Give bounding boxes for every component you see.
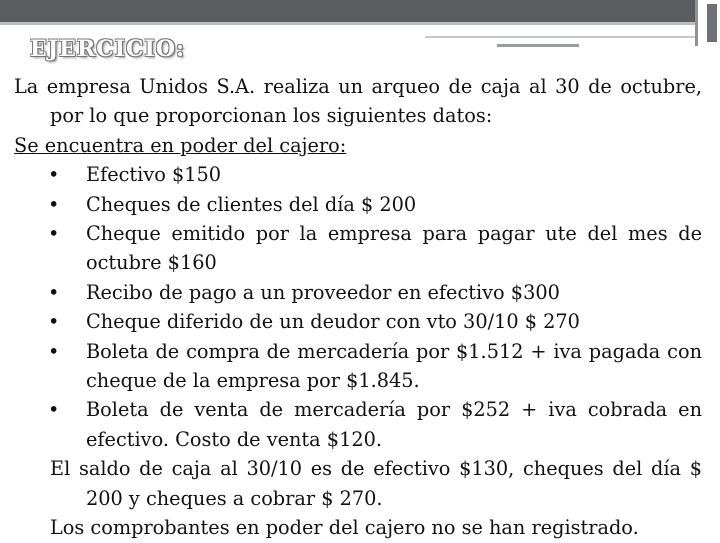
list-item-text: Boleta de compra de mercadería por $1.512 + iva pagada con cheque de la empresa por $1.845. xyxy=(86,339,702,393)
list-item xyxy=(14,278,702,307)
bullet-icon: • xyxy=(48,280,60,304)
top-banner-accent-line xyxy=(0,22,720,25)
bullet-icon: • xyxy=(48,163,60,187)
list-item xyxy=(14,190,702,219)
top-banner-dark-band xyxy=(0,0,720,22)
corner-decoration-inner xyxy=(707,4,717,42)
closing-paragraph-balance: El saldo de caja al 30/10 es de efectivo $130, cheques del día $ 200 y cheques a cobrar $ 270. xyxy=(50,457,702,510)
list-item-text: Boleta de venta de mercadería por $252 + iva cobrada en efectivo. Costo de venta $120. xyxy=(86,398,702,451)
bullet-icon: • xyxy=(48,310,60,334)
intro-paragraph: La empresa Unidos S.A. realiza un arqueo de caja al 30 de octubre, por lo que proporcionan los siguientes datos: xyxy=(14,75,702,128)
list-item xyxy=(14,219,702,278)
bullet-icon: • xyxy=(48,192,60,216)
items-list xyxy=(14,160,702,454)
top-right-corner-decoration xyxy=(695,0,720,46)
list-item xyxy=(14,307,702,336)
items-subheading: Se encuentra en poder del cajero: xyxy=(14,133,347,157)
list-item-text: Efectivo $150 xyxy=(86,163,222,187)
list-item xyxy=(14,395,702,454)
bullet-icon: • xyxy=(48,222,60,246)
decorative-rule-short xyxy=(497,44,579,47)
list-item-text: Cheque diferido de un deudor con vto 30/10 $ 270 xyxy=(86,310,580,334)
decorative-rule-long xyxy=(425,36,695,38)
bullet-icon: • xyxy=(48,339,60,363)
list-item-text: Cheque emitido por la empresa para pagar ute del mes de octubre $160 xyxy=(86,222,702,275)
list-item xyxy=(14,160,702,189)
slide-top-banner xyxy=(0,0,720,26)
closing-paragraph-vouchers: Los comprobantes en poder del cajero no se han registrado. xyxy=(50,516,639,540)
list-item xyxy=(14,337,702,396)
slide-heading: EJERCICIO: xyxy=(30,36,186,62)
list-item-text: Cheques de clientes del día $ 200 xyxy=(86,192,417,216)
slide-body xyxy=(14,72,702,543)
list-item-text: Recibo de pago a un proveedor en efectivo $300 xyxy=(86,280,560,304)
bullet-icon: • xyxy=(48,398,60,422)
